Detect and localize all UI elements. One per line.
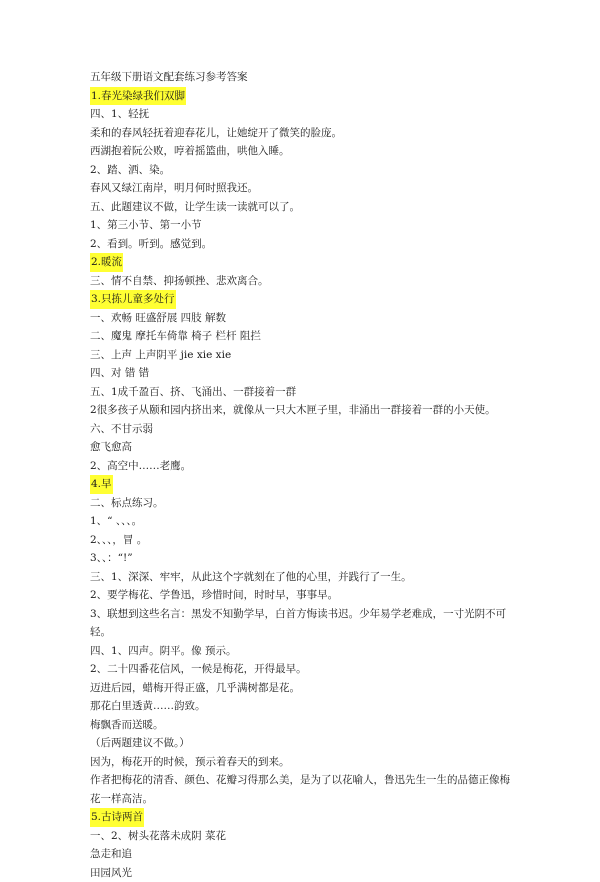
answer-line: 3、联想到这些名言：黑发不知勤学早，白首方悔读书迟。少年易学老难成，一寸光阴不可轻。 — [90, 605, 520, 642]
answer-line: 愈飞愈高 — [90, 438, 520, 457]
answer-line: 六、不甘示弱 — [90, 420, 520, 439]
answer-line: 二、标点练习。 — [90, 494, 520, 513]
document-body — [90, 68, 520, 882]
section-heading-4 — [90, 475, 520, 494]
answer-line: 西湖抱着阮公败，哼着摇篮曲，哄他入睡。 — [90, 142, 520, 161]
answer-line: 2、二十四番花信风，一候是梅花，开得最早。 — [90, 660, 520, 679]
answer-line: 三、上声 上声阴平 jie xie xie — [90, 346, 520, 365]
answer-line: 作者把梅花的清香、颜色、花瓣习得那么美，是为了以花喻人，鲁迅先生一生的品德正像梅花一样高洁。 — [90, 771, 520, 808]
answer-line: 三、1、深深、牢牢，从此这个字就刻在了他的心里，并践行了一生。 — [90, 568, 520, 587]
answer-line: 急走和追 — [90, 845, 520, 864]
answer-line: 2、高空中……老鹰。 — [90, 457, 520, 476]
answer-line: 因为，梅花开的时候，预示着春天的到来。 — [90, 753, 520, 772]
answer-line: 1、第三小节、第一小节 — [90, 216, 520, 235]
section-heading-highlight: 3.只拣儿童多处行 — [90, 290, 176, 309]
answer-line: 梅飘香而送暖。 — [90, 716, 520, 735]
answer-line: 四、1、轻抚 — [90, 105, 520, 124]
section-heading-2 — [90, 253, 520, 272]
section-heading-highlight: 4.早 — [90, 475, 113, 494]
section-heading-1 — [90, 87, 520, 106]
section-heading-highlight: 5.古诗两首 — [90, 808, 144, 827]
answer-line: 一、欢畅 旺盛舒展 四肢 解数 — [90, 309, 520, 328]
answer-line: 柔和的春风轻抚着迎春花儿，让她绽开了微笑的脸庞。 — [90, 124, 520, 143]
answer-line: 1、“ 、、、。 — [90, 512, 520, 531]
answer-line: 那花白里透黄……韵致。 — [90, 697, 520, 716]
answer-line: 二、魔鬼 摩托车倚靠 椅子 栏杆 阻拦 — [90, 327, 520, 346]
answer-line: 2、踏、洒、染。 — [90, 161, 520, 180]
answer-line: 三、情不自禁、抑扬顿挫、悲欢离合。 — [90, 272, 520, 291]
answer-line: 2很多孩子从颐和园内挤出来，就像从一只大木匣子里，非涌出一群接着一群的小天使。 — [90, 401, 520, 420]
section-heading-highlight: 1.春光染绿我们双脚 — [90, 87, 186, 106]
section-heading-5 — [90, 808, 520, 827]
section-heading-highlight: 2.暖流 — [90, 253, 123, 272]
document-title: 五年级下册语文配套练习参考答案 — [90, 68, 520, 87]
answer-line: 春风又绿江南岸，明月何时照我还。 — [90, 179, 520, 198]
answer-line: 四、1、四声。阴平。像 预示。 — [90, 642, 520, 661]
answer-line: 五、此题建议不做，让学生读一读就可以了。 — [90, 198, 520, 217]
answer-line: 迈进后园，蜡梅开得正盛，几乎满树都是花。 — [90, 679, 520, 698]
answer-line: 3、、：“!” — [90, 549, 520, 568]
answer-line: 一、2、树头花落未成阴 菜花 — [90, 827, 520, 846]
answer-line: 五、1成千盈百、挤、飞涌出、一群接着一群 — [90, 383, 520, 402]
answer-line: 四、对 错 错 — [90, 364, 520, 383]
answer-line: 2、、、，冒 。 — [90, 531, 520, 550]
answer-line: 2、看到。听到。感觉到。 — [90, 235, 520, 254]
answer-line: 田园风光 — [90, 864, 520, 882]
answer-line: （后两题建议不做。） — [90, 734, 520, 753]
section-heading-3 — [90, 290, 520, 309]
answer-line: 2、要学梅花、学鲁迅，珍惜时间，时时早，事事早。 — [90, 586, 520, 605]
